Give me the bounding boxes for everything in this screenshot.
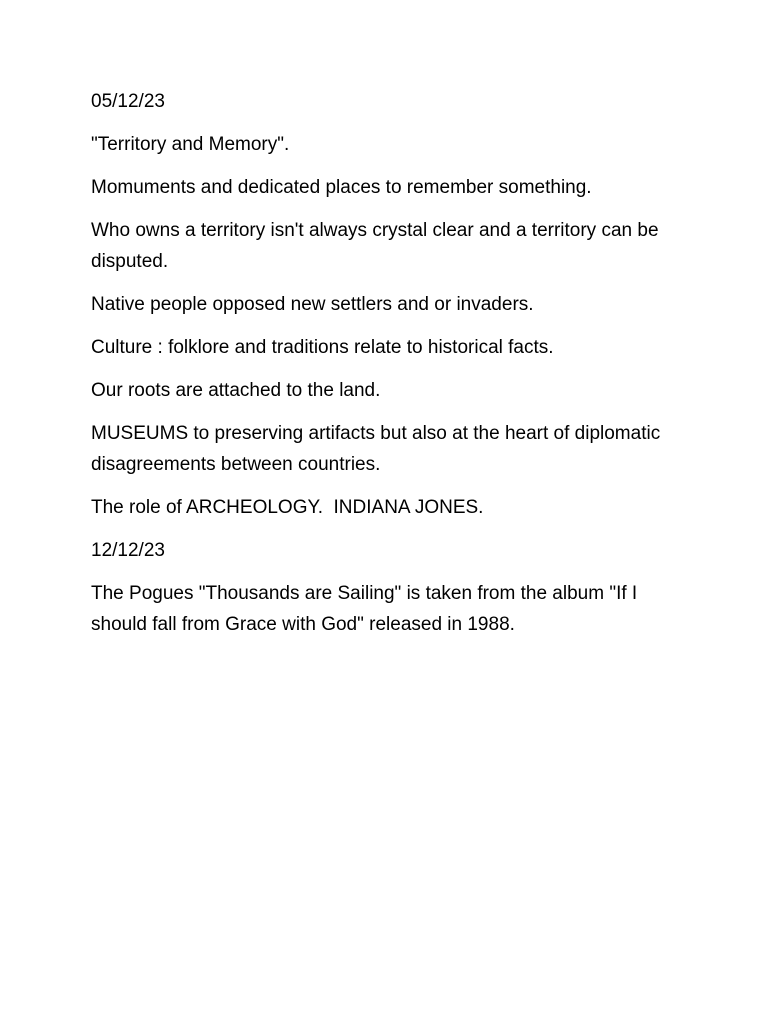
note-paragraph: The role of ARCHEOLOGY. INDIANA JONES. [91,497,484,518]
note-paragraph: Culture : folklore and traditions relate to historical facts. [91,337,554,358]
note-paragraph: The Pogues "Thousands are Sailing" is taken from the album "If I should fall from Grace with God" released in 1988. [91,583,643,635]
note-paragraph: Who owns a territory isn't always crystal clear and a territory can be disputed. [91,220,664,272]
topic-title: "Territory and Memory". [91,134,290,155]
note-paragraph: MUSEUMS to preserving artifacts but also at the heart of diplomatic disagreements between countries. [91,423,666,475]
document-body [91,86,681,652]
date-heading: 05/12/23 [91,91,165,112]
note-paragraph: Momuments and dedicated places to remember something. [91,177,592,198]
note-paragraph: Native people opposed new settlers and or invaders. [91,294,534,315]
note-paragraph: Our roots are attached to the land. [91,380,381,401]
date-heading: 12/12/23 [91,540,165,561]
